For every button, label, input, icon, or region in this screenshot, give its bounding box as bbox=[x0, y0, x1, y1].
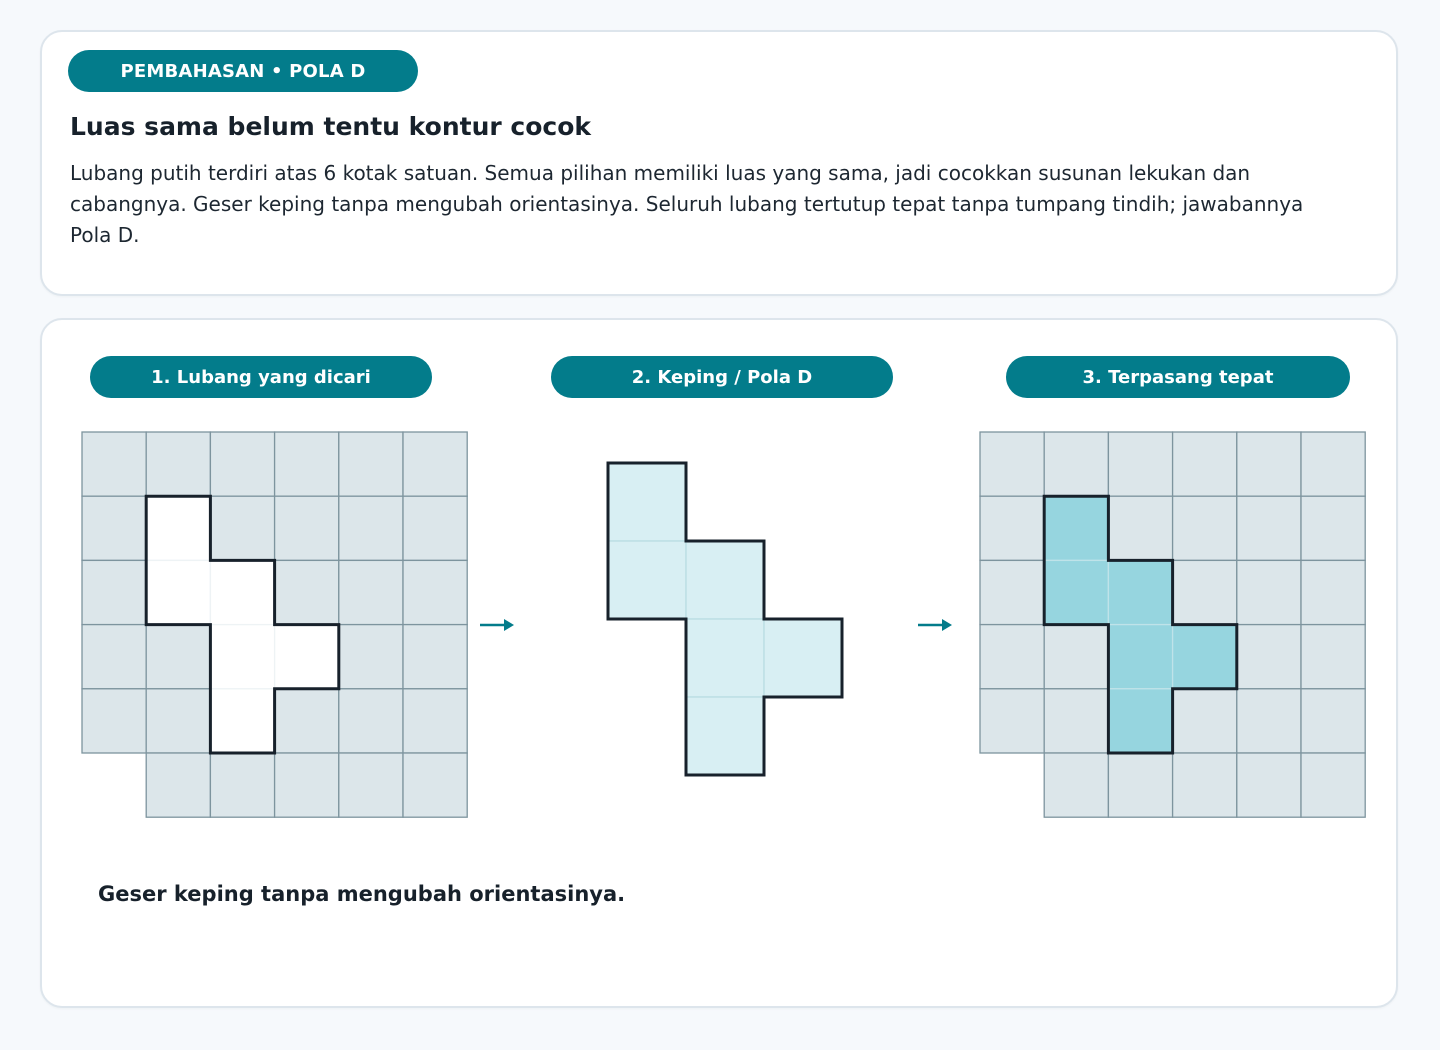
board-fitted-grid-cell bbox=[1301, 560, 1365, 624]
board-fitted-grid-cell bbox=[1044, 625, 1108, 689]
board-hole-grid-cell bbox=[403, 560, 467, 624]
board-hole-grid-cell bbox=[146, 625, 210, 689]
board-fitted-grid-cell bbox=[1044, 689, 1108, 753]
board-fitted-grid-cell bbox=[1237, 625, 1301, 689]
board-hole-hole-cell bbox=[210, 689, 274, 753]
board-fitted-hole-cell bbox=[1044, 496, 1108, 560]
board-fitted-grid-cell bbox=[1173, 496, 1237, 560]
board-fitted-grid-cell bbox=[980, 689, 1044, 753]
board-hole-grid-cell bbox=[339, 560, 403, 624]
explanation-text: Lubang putih terdiri atas 6 kotak satuan. Semua pilihan memiliki luas yang sama, jadi cocokkan susunan lekukan dan cabangnya. Geser keping tanpa mengubah orientasinya. Seluruh lubang tertutup tepat tanpa tumpang tindih; jawabannya Pola D. bbox=[70, 161, 1304, 247]
board-fitted-grid-cell bbox=[980, 496, 1044, 560]
board-hole-grid-cell bbox=[210, 496, 274, 560]
hint-text: Geser keping tanpa mengubah orientasinya. bbox=[98, 882, 626, 906]
board-hole-grid-cell bbox=[82, 432, 146, 496]
piece-cell bbox=[686, 541, 764, 619]
board-hole-grid-cell bbox=[275, 689, 339, 753]
section-badge: PEMBAHASAN • POLA D bbox=[68, 50, 418, 92]
explanation-title: Luas sama belum tentu kontur cocok bbox=[70, 112, 592, 141]
board-fitted-hole-cell bbox=[1108, 560, 1172, 624]
board-fitted-hole-cell bbox=[1044, 560, 1108, 624]
board-fitted-grid-cell bbox=[1173, 432, 1237, 496]
board-hole-grid-cell bbox=[403, 753, 467, 817]
board-hole-grid-cell bbox=[403, 689, 467, 753]
board-fitted-hole-cell bbox=[1108, 625, 1172, 689]
piece-cell bbox=[608, 463, 686, 541]
board-hole-grid-cell bbox=[403, 496, 467, 560]
board-hole-grid-cell bbox=[82, 496, 146, 560]
board-hole-grid-cell bbox=[339, 496, 403, 560]
board-hole-grid-cell bbox=[339, 625, 403, 689]
board-hole-hole-cell bbox=[146, 496, 210, 560]
board-hole-grid-cell bbox=[210, 753, 274, 817]
board-hole-grid-cell bbox=[82, 625, 146, 689]
board-fitted-hole-cell bbox=[1108, 689, 1172, 753]
board-fitted-grid-cell bbox=[980, 432, 1044, 496]
diagram-card bbox=[40, 318, 1398, 1008]
board-hole-grid-cell bbox=[146, 753, 210, 817]
board-hole-hole-cell bbox=[275, 625, 339, 689]
board-hole-hole-cell bbox=[146, 560, 210, 624]
step-label-hole: 1. Lubang yang dicari bbox=[90, 356, 432, 398]
board-hole-grid-cell bbox=[146, 689, 210, 753]
board-fitted-grid-cell bbox=[980, 625, 1044, 689]
board-fitted-grid-cell bbox=[1044, 432, 1108, 496]
piece-cell bbox=[764, 619, 842, 697]
board-hole-grid-cell bbox=[82, 689, 146, 753]
arrow-head-icon-1 bbox=[504, 619, 514, 631]
board-fitted-hole-cell bbox=[1173, 625, 1237, 689]
board-fitted-grid-cell bbox=[1173, 689, 1237, 753]
board-hole-grid-cell bbox=[146, 432, 210, 496]
board-fitted-grid-cell bbox=[1301, 689, 1365, 753]
piece-cell bbox=[686, 697, 764, 775]
board-fitted-grid-cell bbox=[1237, 496, 1301, 560]
board-fitted-grid-cell bbox=[1044, 753, 1108, 817]
board-fitted-grid-cell bbox=[1173, 753, 1237, 817]
board-fitted-grid-cell bbox=[1173, 560, 1237, 624]
board-hole-grid-cell bbox=[210, 432, 274, 496]
board-hole-hole-cell bbox=[210, 560, 274, 624]
board-fitted-grid-cell bbox=[1237, 432, 1301, 496]
board-fitted-grid-cell bbox=[1301, 496, 1365, 560]
board-hole-grid-cell bbox=[339, 689, 403, 753]
board-hole-grid-cell bbox=[403, 432, 467, 496]
piece-cell bbox=[608, 541, 686, 619]
board-fitted-grid-cell bbox=[1108, 432, 1172, 496]
explanation-card bbox=[40, 30, 1398, 296]
board-hole-grid-cell bbox=[339, 432, 403, 496]
board-fitted-grid-cell bbox=[1301, 432, 1365, 496]
board-hole-grid-cell bbox=[275, 560, 339, 624]
board-hole-grid-cell bbox=[275, 496, 339, 560]
board-hole-grid-cell bbox=[275, 432, 339, 496]
board-fitted-grid-cell bbox=[1237, 560, 1301, 624]
board-fitted-grid-cell bbox=[1237, 689, 1301, 753]
board-fitted-grid-cell bbox=[1301, 625, 1365, 689]
board-fitted-grid-cell bbox=[1108, 496, 1172, 560]
board-hole-grid-cell bbox=[275, 753, 339, 817]
board-hole-hole-cell bbox=[210, 625, 274, 689]
board-hole-grid-cell bbox=[82, 560, 146, 624]
board-fitted-grid-cell bbox=[1237, 753, 1301, 817]
piece-cell bbox=[686, 619, 764, 697]
step-label-fitted: 3. Terpasang tepat bbox=[1006, 356, 1350, 398]
board-fitted-grid-cell bbox=[1108, 753, 1172, 817]
board-fitted-grid-cell bbox=[980, 560, 1044, 624]
board-hole-grid-cell bbox=[403, 625, 467, 689]
board-hole-grid-cell bbox=[339, 753, 403, 817]
arrow-head-icon-2 bbox=[942, 619, 952, 631]
board-fitted-grid-cell bbox=[1301, 753, 1365, 817]
step-label-piece: 2. Keping / Pola D bbox=[551, 356, 893, 398]
